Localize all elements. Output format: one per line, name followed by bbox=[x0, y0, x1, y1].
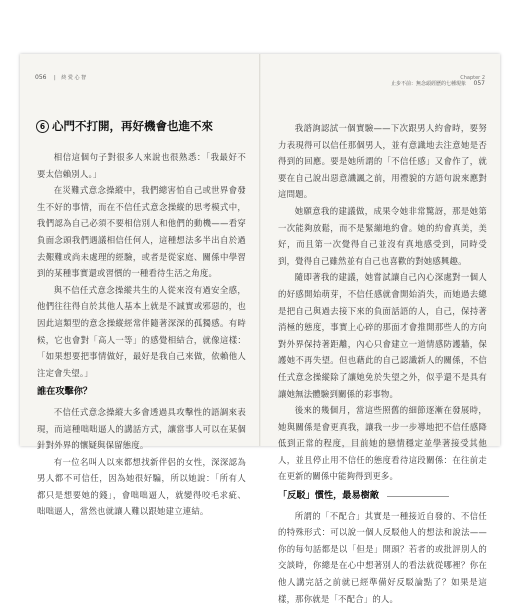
paragraph: 隨即著我的建議，她嘗試讓自己內心深處對一個人的好感開始萌芽，不信任感就會開始消失，而她過去總是把自己與過去接下來的負面話語的人，自己，保持著消極的態度，事實上心碎的那面才會推開那些人的方向對外界保持著距離，內心只會建立一道情感防護牆，保護她不再失望。但也藉此的自己認識新人的關係，不信任式意念操縱除了讓她免於失望之外，似乎還不是具有讓她無法體驗到關係的彩事物。 bbox=[278, 272, 487, 399]
book-title: 終 愛 心 智 bbox=[61, 75, 87, 81]
paragraph: 相信這個句子對很多人來說也很熟悉：「我最好不要太信賴別人。」 bbox=[37, 152, 246, 179]
paragraph: 在災難式意念操縱中，我們總害怕自己或世界會發生不好的事情，而在不信任式意念操縱的思考模式中，我們認為自己必須不要相信別人和他們的動機——看穿負面念頭我們遇議相信任何人，這種想法多半出自於過去艱難或尚未處理的經驗，或者是從家庭、關係中學習到的某種事實還或習慣的一種看待生活之角度。 bbox=[37, 185, 246, 279]
right-body-text bbox=[278, 120, 487, 607]
paragraph: 所謂的「不配合」其實是一種接近自發的、不信任的特殊形式：可以說一個人反駁他人的想法和說法——你的每句話都是以「但是」開頭？若者的或批評別人的交談時，你總是在心中想著別人的看法就從哪裡？你在他人講完話之前就已經準備好反駁論點了？如果是這樣，那你就是「不配合」的人。 bbox=[278, 510, 487, 604]
right-page bbox=[261, 54, 500, 604]
left-page-number: 056 bbox=[35, 74, 47, 81]
subheading: 誰在攻擊你？ bbox=[37, 386, 93, 398]
left-page bbox=[20, 54, 259, 517]
subheading: 「反駁」慣性，最易樹敵 bbox=[278, 488, 487, 505]
paragraph: 有一位名叫人以來都想找新伴侶的女性，深深認為男人都不可信任，因為她很好騙，所以她說：「所有人都只是想要她的錢」，會咄咄逼人，就變得咬毛求疵、咄咄逼人，當然也就讓人難以跟她建立連結。 bbox=[37, 456, 246, 517]
chapter-title: 止步不前：無念頭經歷的七種現象 bbox=[390, 81, 466, 87]
left-body-text bbox=[37, 149, 246, 520]
paragraph: 不信任式意念操縱大多會透過具攻擊性的語調來表現，而這種咄咄逼人的講話方式，讓當事人可以在某個針對外界的懷疑與保留態度。 bbox=[37, 406, 246, 451]
section-title: 心門不打開，再好機會也進不來 bbox=[52, 119, 213, 133]
section-heading bbox=[36, 118, 213, 134]
right-running-header bbox=[391, 75, 485, 87]
paragraph: 後來的幾個月，當這些照舊的細節逐漸在發展時，她與關係是會更真我，讓我一步一步導地把不信任感降低到正常的程度，目前她的戀情穩定並學著接受其他人，並且停止用不信任的態度看待這段關係：在往前走在更新的關係中能夠得到更多。 bbox=[278, 405, 487, 482]
section-number-badge: 6 bbox=[36, 120, 49, 133]
left-running-header: 056 | 終 愛 心 智 bbox=[35, 74, 87, 81]
book-spread bbox=[20, 54, 500, 604]
right-page-number: 057 bbox=[473, 80, 485, 87]
paragraph: 與不信任式意念操縱共生的人從來沒有過安全感，他們往往得自於其他人基本上就是不誠實或邪惡的，也因此這類型的意念操縱經常伴隨著深深的孤獨感。有時候，它也會對「高人一等」的感覺相結合，就像這樣：「如果想要把事情做好，最好是我自己來做，依賴他人注定會失望。」 bbox=[37, 284, 246, 378]
paragraph: 她願意我的建議做，成果令她非常驚訝，那是她第一次能夠放鬆，而不是緊繃地約會。她的約會真美，美好，而且第一次覺得自己並沒有真地感受到，同時受到，覺得自己雖然並有自己也喜歡的對她感興趣。 bbox=[278, 205, 487, 266]
subheading-rule bbox=[387, 496, 449, 497]
paragraph: 我諮詢認試一個實驗——下次跟男人約會時，要努力表現得可以信任那個男人，並有意識地去注意她是否得到的回應。要是她所謂的「不信任感」又會作了，就要在自己說出惡意譏諷之前，用禮貌的方語句說來應對這問題。 bbox=[278, 123, 487, 200]
chapter-label: Chapter 2 bbox=[460, 75, 485, 81]
